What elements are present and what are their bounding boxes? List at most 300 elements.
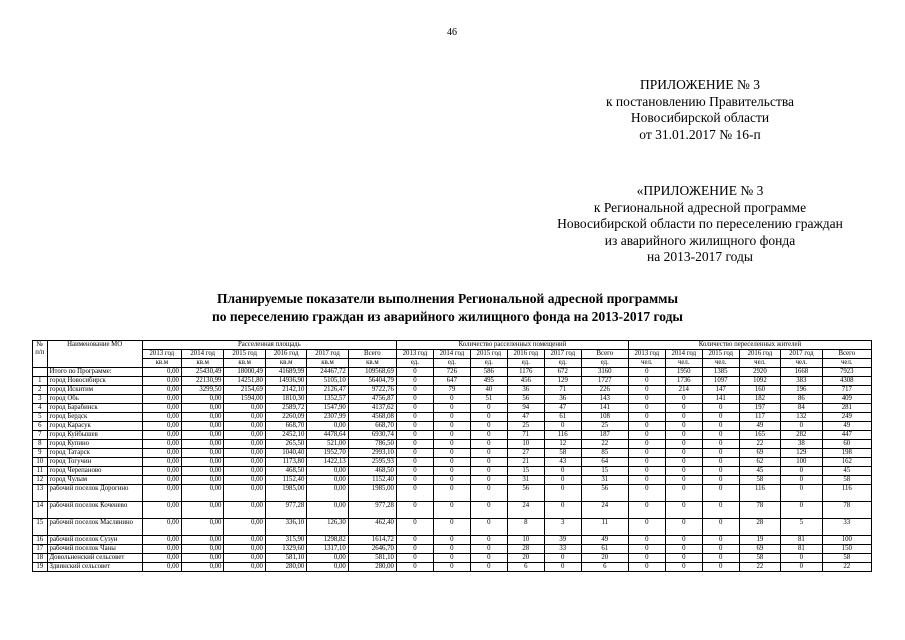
rooms-value: 12 xyxy=(544,440,581,449)
area-value: 2589,72 xyxy=(265,404,306,413)
people-value: 0 xyxy=(665,519,702,536)
municipality-name: рабочий поселок Сузун xyxy=(47,536,142,545)
rooms-value: 3160 xyxy=(581,368,628,377)
people-value: 0 xyxy=(702,554,739,563)
area-value: 0,00 xyxy=(181,563,224,572)
header-unit: ед. xyxy=(507,359,544,368)
people-value: 0 xyxy=(702,431,739,440)
people-value: 1668 xyxy=(781,368,822,377)
table-row xyxy=(33,422,872,431)
people-value: 78 xyxy=(822,502,871,519)
people-value: 116 xyxy=(739,485,780,502)
header-unit: ед. xyxy=(544,359,581,368)
row-number: 8 xyxy=(33,440,48,449)
area-value: 1040,40 xyxy=(265,449,306,458)
rooms-value: 51 xyxy=(470,395,507,404)
rooms-value: 0 xyxy=(396,554,433,563)
rooms-value: 64 xyxy=(581,458,628,467)
appendix-program-block xyxy=(520,183,880,266)
table-row xyxy=(33,545,872,554)
rooms-value: 0 xyxy=(433,440,470,449)
rooms-value: 0 xyxy=(470,422,507,431)
appendix-resolution-line: от 31.01.2017 № 16-п xyxy=(639,126,761,142)
municipality-name: рабочий поселок Чаны xyxy=(47,545,142,554)
people-value: 81 xyxy=(781,545,822,554)
rooms-value: 0 xyxy=(470,545,507,554)
header-year: 2016 год xyxy=(507,350,544,359)
area-value: 41689,99 xyxy=(265,368,306,377)
people-value: 447 xyxy=(822,431,871,440)
people-value: 0 xyxy=(702,476,739,485)
header-unit-row xyxy=(33,359,872,368)
rooms-value: 456 xyxy=(507,377,544,386)
area-value: 0,00 xyxy=(224,554,265,563)
people-value: 100 xyxy=(822,536,871,545)
header-year: 2017 год xyxy=(307,350,348,359)
rooms-value: 24 xyxy=(581,502,628,519)
table-row xyxy=(33,377,872,386)
area-value: 0,00 xyxy=(181,422,224,431)
people-value: 0 xyxy=(628,458,665,467)
people-value: 49 xyxy=(739,422,780,431)
municipality-name: город Обь xyxy=(47,395,142,404)
appendix-program-line: на 2013-2017 годы xyxy=(647,249,753,264)
area-value: 581,10 xyxy=(348,554,396,563)
header-unit: чел. xyxy=(822,359,871,368)
header-unit: кв.м xyxy=(181,359,224,368)
people-value: 0 xyxy=(702,485,739,502)
rooms-value: 10 xyxy=(507,440,544,449)
municipality-name: Довольненский сельсовет xyxy=(47,554,142,563)
area-value: 2646,70 xyxy=(348,545,396,554)
area-value: 0,00 xyxy=(142,413,181,422)
area-value: 2307,99 xyxy=(307,413,348,422)
people-value: 0 xyxy=(702,440,739,449)
area-value: 0,00 xyxy=(181,431,224,440)
people-value: 0 xyxy=(665,485,702,502)
people-value: 69 xyxy=(739,449,780,458)
table-row xyxy=(33,485,872,502)
table-row xyxy=(33,563,872,572)
rooms-value: 0 xyxy=(433,502,470,519)
header-unit: чел. xyxy=(665,359,702,368)
people-value: 0 xyxy=(702,449,739,458)
people-value: 0 xyxy=(781,422,822,431)
rooms-value: 0 xyxy=(470,563,507,572)
people-value: 19 xyxy=(739,536,780,545)
people-value: 116 xyxy=(822,485,871,502)
people-value: 0 xyxy=(628,519,665,536)
rooms-value: 25 xyxy=(507,422,544,431)
people-value: 132 xyxy=(781,413,822,422)
area-value: 0,00 xyxy=(224,467,265,476)
area-value: 0,00 xyxy=(181,458,224,467)
area-value: 0,00 xyxy=(142,377,181,386)
area-value: 0,00 xyxy=(142,554,181,563)
people-value: 0 xyxy=(665,554,702,563)
area-value: 0,00 xyxy=(307,476,348,485)
people-value: 45 xyxy=(822,467,871,476)
people-value: 5 xyxy=(781,519,822,536)
people-value: 84 xyxy=(781,404,822,413)
people-value: 141 xyxy=(702,395,739,404)
header-year: 2015 год xyxy=(702,350,739,359)
area-value: 0,00 xyxy=(142,467,181,476)
row-number: 12 xyxy=(33,476,48,485)
people-value: 58 xyxy=(822,554,871,563)
table-row xyxy=(33,502,872,519)
rooms-value: 31 xyxy=(507,476,544,485)
people-value: 0 xyxy=(628,449,665,458)
people-value: 214 xyxy=(665,386,702,395)
people-value: 7923 xyxy=(822,368,871,377)
header-unit: кв.м xyxy=(142,359,181,368)
rooms-value: 0 xyxy=(470,554,507,563)
people-value: 0 xyxy=(781,485,822,502)
rooms-value: 0 xyxy=(470,431,507,440)
rooms-value: 47 xyxy=(507,413,544,422)
rooms-value: 672 xyxy=(544,368,581,377)
area-value: 0,00 xyxy=(307,563,348,572)
people-value: 249 xyxy=(822,413,871,422)
area-value: 1317,10 xyxy=(307,545,348,554)
rooms-value: 71 xyxy=(507,431,544,440)
people-value: 282 xyxy=(781,431,822,440)
area-value: 1173,80 xyxy=(265,458,306,467)
area-value: 0,00 xyxy=(307,502,348,519)
rooms-value: 0 xyxy=(396,519,433,536)
rooms-value: 0 xyxy=(396,413,433,422)
rooms-value: 31 xyxy=(581,476,628,485)
rooms-value: 20 xyxy=(507,554,544,563)
rooms-value: 71 xyxy=(544,386,581,395)
people-value: 0 xyxy=(781,554,822,563)
rooms-value: 0 xyxy=(470,502,507,519)
header-unit: ед. xyxy=(396,359,433,368)
people-value: 0 xyxy=(665,449,702,458)
row-number: 4 xyxy=(33,404,48,413)
rooms-value: 187 xyxy=(581,431,628,440)
rooms-value: 94 xyxy=(507,404,544,413)
rooms-value: 108 xyxy=(581,413,628,422)
rooms-value: 1727 xyxy=(581,377,628,386)
people-value: 58 xyxy=(822,476,871,485)
area-value: 0,00 xyxy=(142,563,181,572)
municipality-name: Здвинский сельсовет xyxy=(47,563,142,572)
people-value: 1092 xyxy=(739,377,780,386)
rooms-value: 143 xyxy=(581,395,628,404)
area-value: 9722,76 xyxy=(348,386,396,395)
header-year: 2014 год xyxy=(665,350,702,359)
rooms-value: 0 xyxy=(470,536,507,545)
municipality-name: город Новосибирск xyxy=(47,377,142,386)
municipality-name: город Черепаново xyxy=(47,467,142,476)
rooms-value: 0 xyxy=(544,554,581,563)
page-number: 46 xyxy=(447,27,457,38)
area-value: 1594,00 xyxy=(224,395,265,404)
table-row xyxy=(33,449,872,458)
rooms-value: 0 xyxy=(396,368,433,377)
people-value: 196 xyxy=(781,386,822,395)
rooms-value: 0 xyxy=(433,449,470,458)
rooms-value: 40 xyxy=(470,386,507,395)
area-value: 786,50 xyxy=(348,440,396,449)
header-year: 2017 год xyxy=(544,350,581,359)
header-unit: чел. xyxy=(628,359,665,368)
area-value: 0,00 xyxy=(181,404,224,413)
people-value: 0 xyxy=(628,395,665,404)
row-number: 3 xyxy=(33,395,48,404)
header-unit: кв.м xyxy=(348,359,396,368)
area-value: 0,00 xyxy=(224,404,265,413)
municipality-name: город Купино xyxy=(47,440,142,449)
people-value: 0 xyxy=(665,404,702,413)
rooms-value: 0 xyxy=(396,502,433,519)
header-name: Наименование МО xyxy=(47,341,142,368)
people-value: 0 xyxy=(702,536,739,545)
area-value: 0,00 xyxy=(142,485,181,502)
people-value: 0 xyxy=(628,485,665,502)
rooms-value: 36 xyxy=(507,386,544,395)
area-value: 4137,62 xyxy=(348,404,396,413)
municipality-name: город Бердск xyxy=(47,413,142,422)
people-value: 22 xyxy=(739,563,780,572)
area-value: 1952,70 xyxy=(307,449,348,458)
rooms-value: 0 xyxy=(470,404,507,413)
people-value: 69 xyxy=(739,545,780,554)
appendix-resolution-line: к постановлению Правительства xyxy=(605,93,795,109)
area-value: 0,00 xyxy=(224,449,265,458)
people-value: 0 xyxy=(665,422,702,431)
header-year: 2016 год xyxy=(739,350,780,359)
rooms-value: 0 xyxy=(544,563,581,572)
rooms-value: 0 xyxy=(396,449,433,458)
area-value: 1152,40 xyxy=(348,476,396,485)
people-value: 100 xyxy=(781,458,822,467)
rooms-value: 0 xyxy=(396,485,433,502)
area-value: 3299,50 xyxy=(181,386,224,395)
area-value: 0,00 xyxy=(181,536,224,545)
area-value: 1810,30 xyxy=(265,395,306,404)
people-value: 147 xyxy=(702,386,739,395)
people-value: 281 xyxy=(822,404,871,413)
people-value: 0 xyxy=(702,413,739,422)
area-value: 2993,10 xyxy=(348,449,396,458)
people-value: 0 xyxy=(628,368,665,377)
area-value: 2452,10 xyxy=(265,431,306,440)
header-group-residents: Количество переселенных жителей xyxy=(628,341,871,350)
people-value: 0 xyxy=(665,476,702,485)
area-value: 977,28 xyxy=(348,502,396,519)
area-value: 0,00 xyxy=(142,519,181,536)
rooms-value: 6 xyxy=(581,563,628,572)
area-value: 0,00 xyxy=(307,467,348,476)
people-value: 198 xyxy=(822,449,871,458)
people-value: 129 xyxy=(781,449,822,458)
rooms-value: 0 xyxy=(396,422,433,431)
appendix-program-line: к Региональной адресной программе xyxy=(593,199,807,215)
people-value: 0 xyxy=(781,476,822,485)
rooms-value: 33 xyxy=(544,545,581,554)
row-number: 18 xyxy=(33,554,48,563)
row-number: 1 xyxy=(33,377,48,386)
people-value: 4308 xyxy=(822,377,871,386)
rooms-value: 27 xyxy=(507,449,544,458)
area-value: 468,50 xyxy=(265,467,306,476)
people-value: 58 xyxy=(739,554,780,563)
area-value: 0,00 xyxy=(181,395,224,404)
people-value: 0 xyxy=(628,422,665,431)
rooms-value: 0 xyxy=(544,476,581,485)
table-row xyxy=(33,476,872,485)
row-number: 19 xyxy=(33,563,48,572)
area-value: 0,00 xyxy=(142,386,181,395)
area-value: 280,00 xyxy=(348,563,396,572)
appendix-program-line: из аварийного жилищного фонда xyxy=(604,232,796,248)
row-number: 10 xyxy=(33,458,48,467)
appendix-resolution-line: Новосибирской области xyxy=(630,110,770,125)
rooms-value: 56 xyxy=(507,485,544,502)
municipality-name: город Искитим xyxy=(47,386,142,395)
area-value: 25430,49 xyxy=(181,368,224,377)
table-row xyxy=(33,536,872,545)
header-total: Всего xyxy=(581,350,628,359)
rooms-value: 56 xyxy=(507,395,544,404)
area-value: 0,00 xyxy=(142,458,181,467)
document-title xyxy=(120,290,775,326)
people-value: 60 xyxy=(822,440,871,449)
area-value: 2126,47 xyxy=(307,386,348,395)
people-value: 0 xyxy=(665,563,702,572)
people-value: 0 xyxy=(665,458,702,467)
rooms-value: 85 xyxy=(581,449,628,458)
area-value: 2154,69 xyxy=(224,386,265,395)
area-value: 0,00 xyxy=(224,563,265,572)
rooms-value: 20 xyxy=(581,554,628,563)
area-value: 0,00 xyxy=(142,476,181,485)
people-value: 0 xyxy=(702,422,739,431)
rooms-value: 0 xyxy=(396,545,433,554)
area-value: 0,00 xyxy=(181,440,224,449)
area-value: 5105,10 xyxy=(307,377,348,386)
people-value: 28 xyxy=(739,519,780,536)
people-value: 0 xyxy=(702,502,739,519)
rooms-value: 22 xyxy=(581,440,628,449)
people-value: 160 xyxy=(739,386,780,395)
area-value: 0,00 xyxy=(142,545,181,554)
people-value: 0 xyxy=(781,502,822,519)
row-number: 6 xyxy=(33,422,48,431)
people-value: 81 xyxy=(781,536,822,545)
people-value: 86 xyxy=(781,395,822,404)
area-value: 0,00 xyxy=(224,519,265,536)
area-value: 0,00 xyxy=(224,536,265,545)
header-year-row xyxy=(33,350,872,359)
rooms-value: 0 xyxy=(396,404,433,413)
people-value: 0 xyxy=(628,536,665,545)
header-year: 2013 год xyxy=(628,350,665,359)
table-row xyxy=(33,368,872,377)
people-value: 22 xyxy=(739,440,780,449)
row-number xyxy=(33,368,48,377)
people-value: 117 xyxy=(739,413,780,422)
area-value: 0,00 xyxy=(224,502,265,519)
municipality-name: город Татарск xyxy=(47,449,142,458)
rooms-value: 21 xyxy=(507,458,544,467)
row-number: 9 xyxy=(33,449,48,458)
rooms-value: 0 xyxy=(433,536,470,545)
area-value: 521,00 xyxy=(307,440,348,449)
people-value: 2920 xyxy=(739,368,780,377)
people-value: 22 xyxy=(822,563,871,572)
rooms-value: 15 xyxy=(507,467,544,476)
rooms-value: 0 xyxy=(433,422,470,431)
rooms-value: 647 xyxy=(433,377,470,386)
rooms-value: 43 xyxy=(544,458,581,467)
area-value: 0,00 xyxy=(224,422,265,431)
rooms-value: 0 xyxy=(396,395,433,404)
people-value: 409 xyxy=(822,395,871,404)
rooms-value: 0 xyxy=(470,449,507,458)
area-value: 668,70 xyxy=(265,422,306,431)
area-value: 1352,57 xyxy=(307,395,348,404)
people-value: 0 xyxy=(702,519,739,536)
header-unit: ед. xyxy=(581,359,628,368)
header-unit: кв.м xyxy=(265,359,306,368)
rooms-value: 10 xyxy=(507,536,544,545)
area-value: 24467,72 xyxy=(307,368,348,377)
people-value: 0 xyxy=(665,502,702,519)
area-value: 0,00 xyxy=(181,476,224,485)
area-value: 0,00 xyxy=(181,545,224,554)
rooms-value: 0 xyxy=(396,377,433,386)
area-value: 0,00 xyxy=(142,502,181,519)
area-value: 1329,60 xyxy=(265,545,306,554)
people-value: 0 xyxy=(628,440,665,449)
header-year: 2014 год xyxy=(181,350,224,359)
people-value: 62 xyxy=(739,458,780,467)
area-value: 0,00 xyxy=(307,485,348,502)
people-value: 182 xyxy=(739,395,780,404)
table-row xyxy=(33,440,872,449)
people-value: 0 xyxy=(628,502,665,519)
area-value: 1985,00 xyxy=(348,485,396,502)
rooms-value: 39 xyxy=(544,536,581,545)
area-value: 0,00 xyxy=(224,476,265,485)
rooms-value: 0 xyxy=(470,476,507,485)
area-value: 0,00 xyxy=(181,485,224,502)
header-unit: кв.м xyxy=(307,359,348,368)
area-value: 0,00 xyxy=(142,368,181,377)
area-value: 0,00 xyxy=(224,440,265,449)
rooms-value: 0 xyxy=(396,458,433,467)
municipality-name: город Барабинск xyxy=(47,404,142,413)
rooms-value: 129 xyxy=(544,377,581,386)
municipality-name: рабочий поселок Дорогино xyxy=(47,485,142,502)
header-year: 2013 год xyxy=(396,350,433,359)
header-unit: ед. xyxy=(470,359,507,368)
area-value: 336,10 xyxy=(265,519,306,536)
municipality-name: город Тогучин xyxy=(47,458,142,467)
people-value: 383 xyxy=(781,377,822,386)
header-total: Всего xyxy=(822,350,871,359)
rooms-value: 0 xyxy=(433,485,470,502)
header-num: № п/п xyxy=(33,341,48,368)
row-number: 7 xyxy=(33,431,48,440)
row-number: 16 xyxy=(33,536,48,545)
rooms-value: 0 xyxy=(470,519,507,536)
area-value: 977,28 xyxy=(265,502,306,519)
